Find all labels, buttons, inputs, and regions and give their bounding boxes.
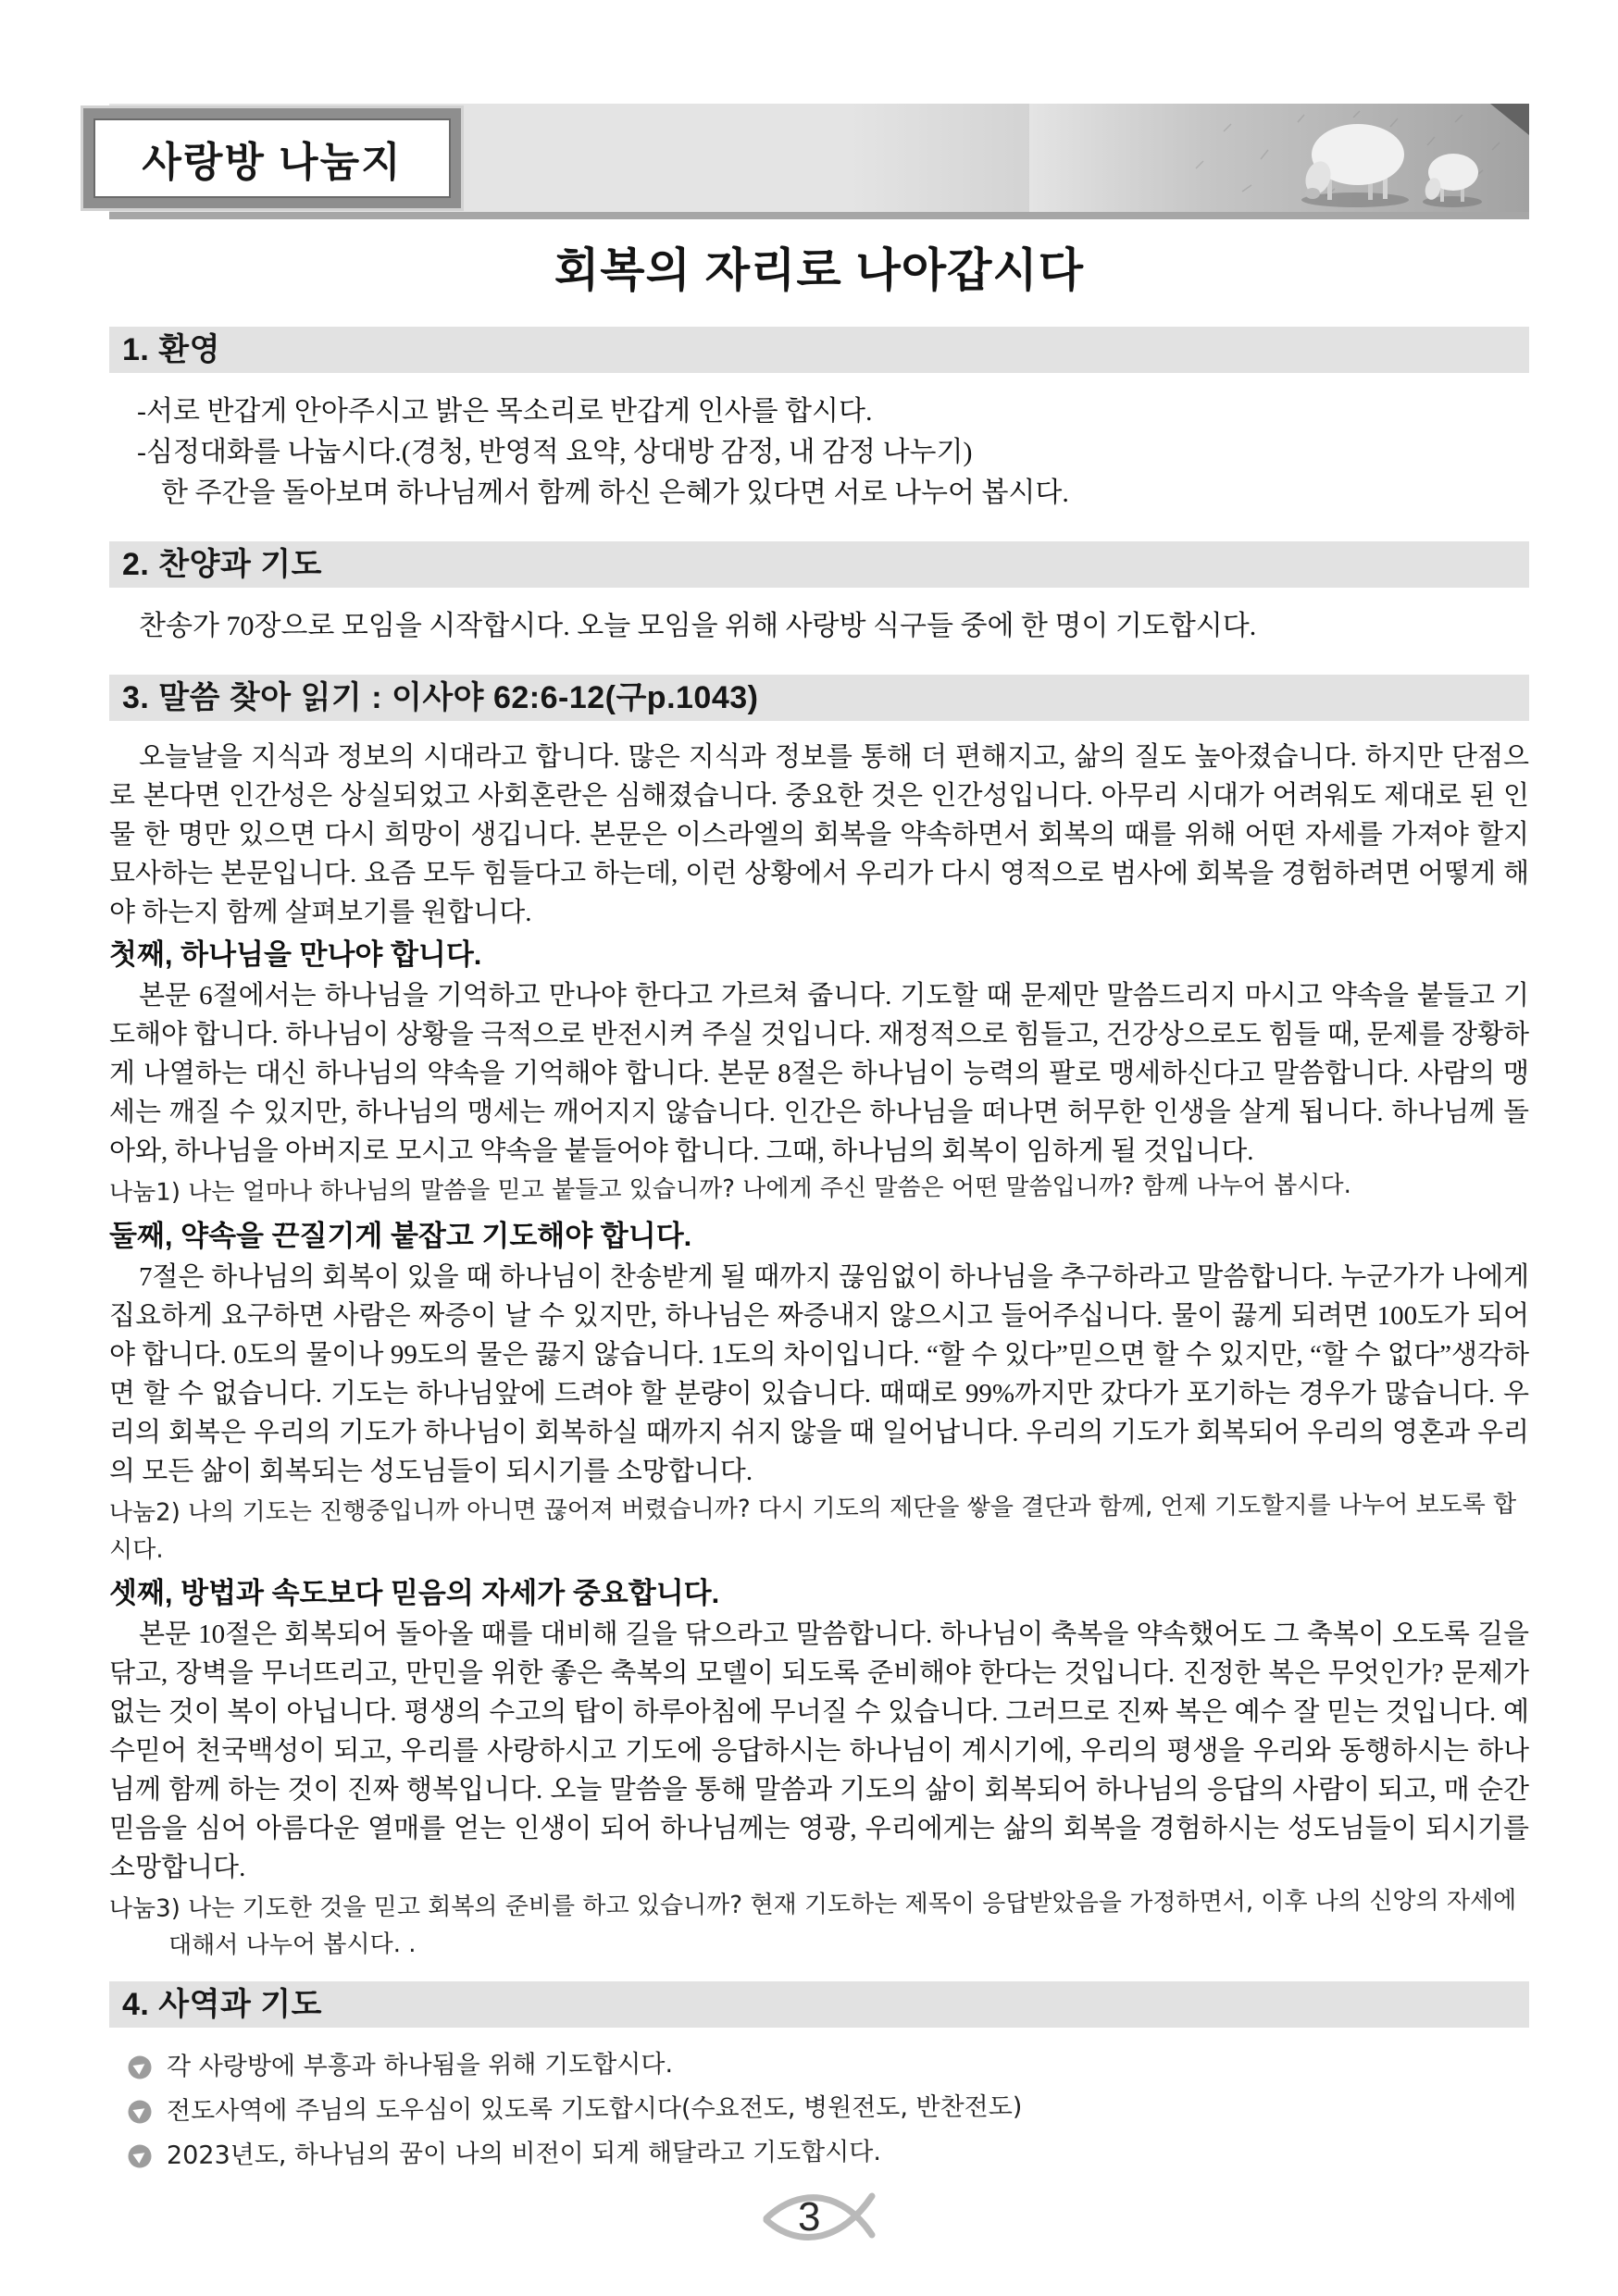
prayer-item bbox=[126, 2094, 1529, 2128]
ichthys-fish-icon bbox=[761, 2183, 877, 2250]
section1-heading: 1. 환영 bbox=[109, 327, 1529, 373]
sheet-badge bbox=[83, 108, 461, 208]
page-number: 3 bbox=[798, 2194, 821, 2240]
point1-subhead: 첫째, 하나님을 만나야 합니다. bbox=[109, 938, 482, 971]
page-footer bbox=[109, 2183, 1529, 2250]
prayer-item-text: 각 사랑방에 부흥과 하나됨을 위해 기도합시다. bbox=[166, 2050, 674, 2081]
point3-subhead: 셋째, 방법과 속도보다 믿음의 자세가 중요합니다. bbox=[109, 1577, 720, 1609]
prayer-item-text: 전도사역에 주님의 도우심이 있도록 기도합시다(수요전도, 병원전도, 반찬전도) bbox=[166, 2092, 1023, 2126]
ministry-prayer-list bbox=[126, 2050, 1529, 2173]
sharing-note-3: 나눔3) 나는 기도한 것을 믿고 회복의 준비를 하고 있습니까? 현재 기도하는 제목이 응답받았음을 가정하면서, 이후 나의 신앙의 자세에 대해서 나누어 봅시다. . bbox=[108, 1886, 1517, 1960]
section2-body bbox=[109, 606, 1529, 647]
point1-body: 본문 6절에서는 하나님을 기억하고 만나야 한다고 가르쳐 줍니다. 기도할 때 문제만 말씀드리지 마시고 약속을 붙들고 기도해야 합니다. 하나님이 상황을 극적으로 반전시켜 주실 것입니다. 재정적으로 힘들고, 건강상으로도 힘들 때, 문제를 장황하게 나열하는 대신 하나님의 약속을 기억해야 합니다. 본문 8절은 하나님이 능력의 팔로 맹세하신다고 말씀합니다. 사람의 맹세는 깨질 수 있지만, 하나님의 맹세는 깨어지지 않습니다. 인간은 하나님을 떠나면 허무한 인생을 살게 됩니다. 하나님께 돌아와, 하나님을 아버지로 모시고 약속을 붙들어야 합니다. 그때, 하나님의 회복이 임하게 될 것입니다. bbox=[109, 981, 1529, 1166]
point2-body: 7절은 하나님의 회복이 있을 때 하나님이 찬송받게 될 때까지 끊임없이 하나님을 추구하라고 말씀합니다. 누군가가 나에게 집요하게 요구하면 사람은 짜증이 날 수 있지만, 하나님은 짜증내지 않으시고 들어주십니다. 물이 끓게 되려면 100도가 되어야 합니다. 0도의 물이나 99도의 물은 끓지 않습니다. 1도의 차이입니다. “할 수 있다”믿으면 할 수 있지만, “할 수 없다”생각하면 할 수 없습니다. 기도는 하나님앞에 드려야 할 분량이 있습니다. 때때로 99%까지만 갔다가 포기하는 경우가 많습니다. 우리의 회복은 우리의 기도가 하나님이 회복하실 때까지 쉬지 않을 때 일어납니다. 우리의 기도가 회복되어 우리의 영혼과 우리의 모든 삶이 회복되는 성도님들이 되시기를 소망합니다. bbox=[109, 1262, 1529, 1486]
welcome-line: -심정대화를 나눕시다.(경청, 반영적 요약, 상대방 감정, 내 감정 나누기) bbox=[137, 437, 973, 467]
section1-body bbox=[137, 391, 1529, 514]
praise-prayer-line: 찬송가 70장으로 모임을 시작합시다. 오늘 모임을 위해 사랑방 식구들 중에 한 명이 기도합시다. bbox=[139, 611, 1257, 641]
prayer-item-text: 2023년도, 하나님의 꿈이 나의 비전이 되게 해달라고 기도합시다. bbox=[166, 2137, 882, 2170]
sharing-note-1: 나눔1) 나는 얼마나 하나님의 말씀을 믿고 붙들고 있습니까? 나에게 주신 말씀은 어떤 말씀입니까? 함께 나누어 봅시다. bbox=[108, 1171, 1351, 1207]
point3-body: 본문 10절은 회복되어 돌아올 때를 대비해 길을 닦으라고 말씀합니다. 하나님이 축복을 약속했어도 그 축복이 오도록 길을 닦고, 장벽을 무너뜨리고, 만민을 위한 좋은 축복의 모델이 되도록 준비해야 한다는 것입니다. 진정한 복은 무엇인가? 문제가 없는 것이 복이 아닙니다. 평생의 수고의 탑이 하루아침에 무너질 수 있습니다. 그러므로 진짜 복은 예수 잘 믿는 것입니다. 예수믿어 천국백성이 되고, 우리를 사랑하시고 기도에 응답하시는 하나님이 계시기에, 우리의 평생을 우리와 동행하시는 하나님께 함께 하는 것이 진짜 행복입니다. 오늘 말씀을 통해 말씀과 기도의 삶이 회복되어 하나님의 응답의 사람이 되고, 매 순간 믿음을 심어 아름다운 열매를 얻는 인생이 되어 하나님께는 영광, 우리에게는 삶의 회복을 경험하시는 성도님들이 되시기를 소망합니다. bbox=[109, 1620, 1529, 1882]
sheep-photo bbox=[1029, 104, 1529, 212]
prayer-item bbox=[126, 2139, 1529, 2173]
welcome-line: 한 주간을 돌아보며 하나님께서 함께 하신 은혜가 있다면 서로 나누어 봅시다. bbox=[161, 478, 1069, 508]
point2-subhead: 둘째, 약속을 끈질기게 붙잡고 기도해야 합니다. bbox=[109, 1220, 692, 1252]
circle-arrow-icon bbox=[126, 2142, 154, 2170]
sharing-note-2: 나눔2) 나의 기도는 진행중입니까 아니면 끊어져 버렸습니까? 다시 기도의 제단을 쌓을 결단과 함께, 언제 기도할지를 나누어 보도록 합시다. bbox=[108, 1490, 1517, 1564]
section4-heading: 4. 사역과 기도 bbox=[109, 1981, 1529, 2028]
circle-arrow-icon bbox=[126, 2098, 154, 2126]
circle-arrow-icon bbox=[126, 2054, 154, 2081]
header-banner bbox=[109, 104, 1529, 219]
welcome-line: -서로 반갑게 안아주시고 밝은 목소리로 반갑게 인사를 합시다. bbox=[137, 396, 873, 427]
page-title: 회복의 자리로 나아갑시다 bbox=[554, 244, 1085, 296]
sheet-badge-label: 사랑방 나눔지 bbox=[142, 140, 403, 185]
section2-heading: 2. 찬양과 기도 bbox=[109, 541, 1529, 588]
sermon-intro: 오늘날을 지식과 정보의 시대라고 합니다. 많은 지식과 정보를 통해 더 편해지고, 삶의 질도 높아졌습니다. 하지만 단점으로 본다면 인간성은 상실되었고 사회혼란은 심해졌습니다. 중요한 것은 인간성입니다. 아무리 시대가 어려워도 제대로 된 인물 한 명만 있으면 다시 희망이 생깁니다. 본문은 이스라엘의 회복을 약속하면서 회복의 때를 위해 어떤 자세를 가져야 할지 묘사하는 본문입니다. 요즘 모두 힘들다고 하는데, 이런 상황에서 우리가 다시 영적으로 범사에 회복을 경험하려면 어떻게 해야 하는지 함께 살펴보기를 원합니다. bbox=[109, 742, 1529, 927]
prayer-item bbox=[126, 2050, 1529, 2084]
section3-heading: 3. 말씀 찾아 읽기 : 이사야 62:6-12(구p.1043) bbox=[109, 675, 1529, 721]
